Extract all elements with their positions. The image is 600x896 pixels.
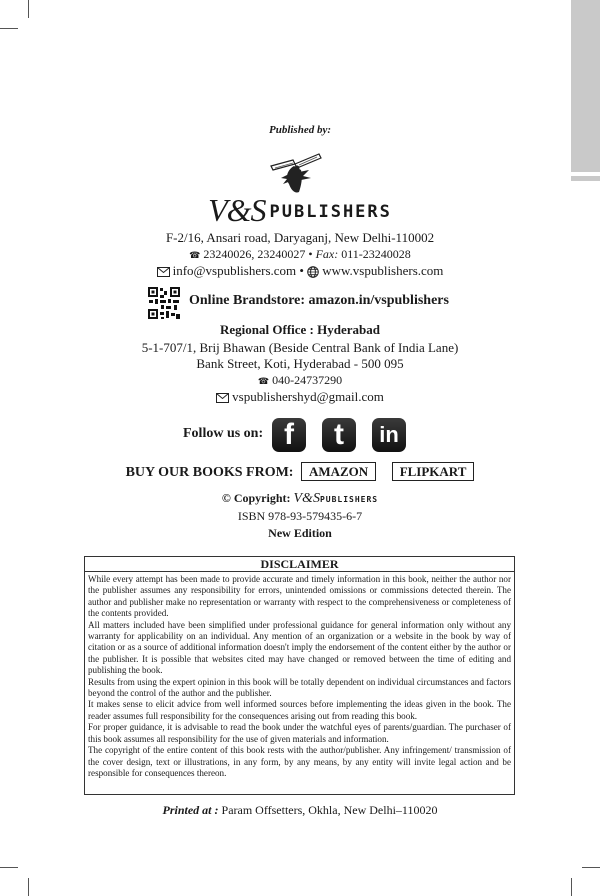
envelope-icon [157, 267, 170, 277]
phone-icon: ☎ [257, 375, 270, 386]
copyright-label: © Copyright: [221, 491, 291, 505]
linkedin-icon[interactable]: in [372, 418, 406, 452]
website-link[interactable]: www.vspublishers.com [322, 263, 444, 278]
regional-email-row [0, 389, 600, 405]
disclaimer-body [85, 572, 514, 779]
copyright-line [0, 491, 600, 507]
published-by: Published by: [268, 124, 332, 136]
isbn: ISBN 978-93-579435-6-7 [237, 509, 363, 523]
twitter-icon[interactable]: t [322, 418, 356, 452]
buy-books-row [0, 462, 600, 481]
online-brandstore[interactable]: Online Brandstore: amazon.in/vspublishers [189, 293, 449, 308]
head-office-contacts: info@vspublishers.com • www.vspublishers.com [0, 263, 600, 279]
qr-code-icon [147, 286, 181, 320]
facebook-icon[interactable]: f [272, 418, 306, 452]
brand-vs: V&S [208, 192, 266, 228]
disclaimer-paragraph: All matters included have been simplified under professional guidance for general information only without any warranty for applicability on an individual. Any mention of an organization or a website in the book by way of citation or as a source of additional information doesn't imply the endorsement of the content either by the author or the publisher. It is possible that websites cited may have changed or removed between the time of editing and publishing the book. [88, 619, 511, 676]
disclaimer-paragraph: The copyright of the entire content of this book rests with the author/publisher. Any infringement/ transmission of the cover design, text or illustrations, in any form, by any means, by any entity will invite legal action and be responsible for consequences thereon. [88, 745, 511, 778]
amazon-button[interactable]: AMAZON [301, 462, 376, 481]
crop-mark [571, 878, 572, 896]
fax-number: 011-23240028 [341, 247, 411, 261]
follow-us-label: Follow us on: [183, 426, 264, 441]
publisher-wordmark [0, 192, 600, 229]
regional-phone: 040-24737290 [272, 373, 343, 387]
regional-address-line2: Bank Street, Koti, Hyderabad - 500 095 [196, 356, 404, 371]
phone-numbers: 23240026, 23240027 [203, 247, 306, 261]
brand-publishers: PUBLISHERS [269, 202, 392, 222]
phone-icon: ☎ [189, 249, 201, 260]
globe-icon [307, 266, 319, 278]
disclaimer-box [84, 556, 515, 795]
printed-at [0, 803, 600, 818]
crop-mark [28, 878, 29, 896]
fax-label: Fax: [315, 247, 339, 261]
head-office-phones: ☎ 23240026, 23240027 • Fax: 011-23240028 [189, 247, 411, 261]
head-office-email[interactable]: info@vspublishers.com [172, 263, 297, 278]
edition: New Edition [268, 526, 332, 540]
disclaimer-paragraph: For proper guidance, it is advisable to read the book under the watchful eyes of parents/guardian. The purchaser of this book assumes all responsibility for the use of given materials and information. [88, 722, 511, 744]
disclaimer-paragraph: While every attempt has been made to provide accurate and timely information in this book, neither the author nor the publisher assumes any responsibility for errors, unintended omissions or commissions detected therein. The author and publisher make no representation or warranty with respect to the comprehensiveness or completeness of the contents provided. [88, 574, 511, 619]
buy-books-label: BUY OUR BOOKS FROM: [125, 465, 294, 480]
crop-mark [0, 867, 18, 868]
regional-email[interactable]: vspublishershyd@gmail.com [232, 389, 384, 404]
crop-mark [582, 867, 600, 868]
head-office-address: F-2/16, Ansari road, Daryaganj, New Delhi-110002 [165, 230, 435, 245]
regional-address-line1: 5-1-707/1, Brij Bhawan (Beside Central Bank of India Lane) [141, 340, 459, 355]
thumb-tab [571, 0, 600, 172]
copyright-brand-publishers: PUBLISHERS [319, 495, 379, 504]
disclaimer-paragraph: It makes sense to elicit advice from well informed sources before implementing the ideas given in the book. The reader assumes full responsibility for the consequences arising out from reading this book. [88, 699, 511, 721]
envelope-icon [216, 393, 229, 403]
copyright-brand-vs: V&S [293, 491, 320, 506]
crop-mark [0, 28, 18, 29]
regional-office-title: Regional Office : Hyderabad [220, 322, 380, 337]
disclaimer-title: DISCLAIMER [85, 557, 514, 572]
copyright-brand [294, 491, 379, 506]
regional-phone-row [0, 373, 600, 388]
flipkart-button[interactable]: FLIPKART [392, 462, 475, 481]
printed-at-label: Printed at : [162, 803, 219, 817]
disclaimer-paragraph: Results from using the expert opinion in this book will be totally dependent on individual circumstances and factors beyond the control of the author and the publisher. [88, 676, 511, 699]
printed-at-value: Param Offsetters, Okhla, New Delhi–110020 [221, 803, 438, 817]
book-eagle-logo-icon [265, 148, 325, 198]
crop-mark [28, 0, 29, 18]
thumb-tab-rule [571, 176, 600, 181]
